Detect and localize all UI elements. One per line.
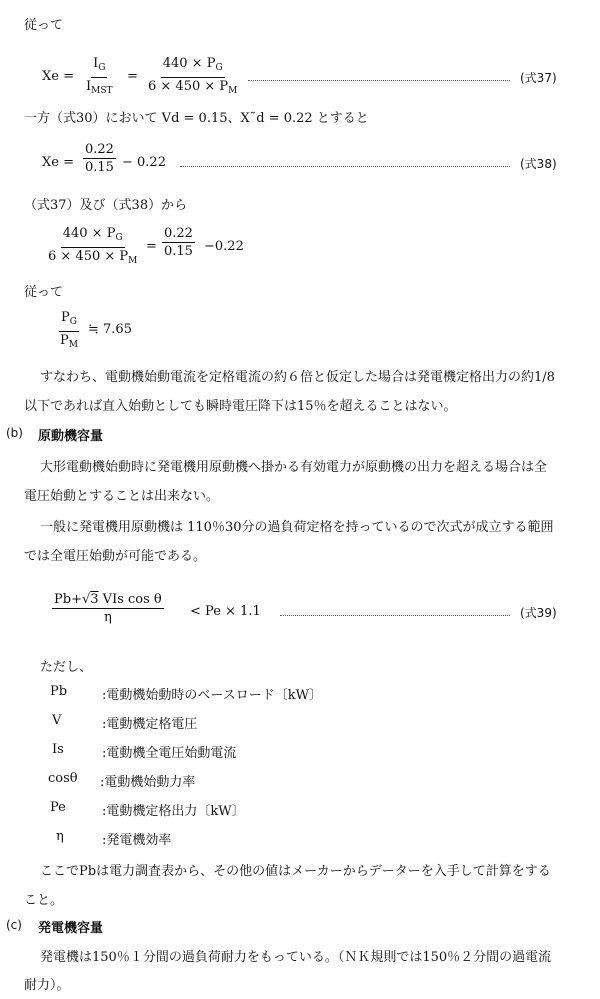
eq39-leader-dots — [280, 615, 510, 616]
def-symbol-cos: cosθ — [48, 771, 78, 786]
section-b-title: 原動機容量 — [38, 429, 104, 444]
ratio-fraction: $\frac{P_G}{P_M}$ — [60, 310, 78, 350]
combined-fraction-2: $\frac{0.22}{0.15}$ — [164, 226, 193, 259]
eq37-equals: = — [127, 69, 138, 84]
def-symbol-pb: Pb — [50, 684, 68, 699]
therefore-text: 従って — [24, 285, 64, 300]
line-eq37-38: （式37）及び（式38）から — [24, 198, 188, 213]
eq37-leader-dots — [248, 80, 510, 81]
line-eq30: 一方（式30）において Vd = 0.15、X˜d = 0.22 とすると — [24, 111, 369, 126]
eq39-fraction: Pb+√3 VIs cos θ η — [54, 592, 162, 625]
para5-line1: 発電機は150％１分間の過負荷耐力をもっている。（ＮＫ規則では150％２分間の過電流 — [40, 950, 552, 965]
tadashi-text: ただし、 — [40, 660, 93, 675]
def-symbol-eta: η — [56, 829, 64, 844]
section-b-marker: (b) — [6, 426, 23, 440]
para5-line2: 耐力）。 — [24, 978, 70, 993]
para3-line2: では全電圧始動が可能である。 — [24, 549, 207, 564]
def-symbol-pe: Pe — [50, 800, 66, 815]
eq37-fraction-1: $I_G$ $I_{MST}$ — [86, 56, 113, 96]
combined-fraction-1: $\frac{440 \times P_G}{6 \times 450 \times P_M}$ — [48, 226, 138, 266]
eq39-label: (式39) — [520, 606, 557, 620]
ratio-value: ≒ 7.65 — [88, 322, 132, 337]
combined-equals: = — [146, 239, 157, 254]
para1-line2: 以下であれば直入始動としても瞬時電圧降下は15％を超えることはない。 — [24, 399, 457, 414]
eq38-leader-dots — [180, 166, 510, 167]
para4-line1: ここでPbは電力調査表から、その他の値はメーカーからデーターを入手して計算をする — [40, 864, 551, 879]
def-symbol-is: Is — [52, 742, 64, 757]
para2-line2: 電圧始動とすることは出来ない。 — [24, 489, 220, 504]
eq39-rhs: < Pe × 1.1 — [190, 604, 261, 619]
def-symbol-v: V — [52, 713, 62, 728]
eq38-lhs: Xe = — [42, 155, 74, 170]
para4-line2: こと。 — [24, 893, 64, 908]
def-desc-v: :電動機定格電圧 — [102, 717, 198, 732]
eq37-lhs: Xe = — [42, 69, 74, 84]
intro-text: 従って — [24, 18, 64, 33]
eq38-tail: − 0.22 — [122, 155, 166, 170]
def-desc-pe: :電動機定格出力〔kW〕 — [102, 804, 245, 819]
para3-line1: 一般に発電機用原動機は 110％30分の過負荷定格を持っているので次式が成立する範囲 — [40, 520, 554, 535]
para1-line1: すなわち、電動機始動電流を定格電流の約６倍と仮定した場合は発電機定格出力の約1/8 — [40, 370, 555, 385]
def-desc-cos: :電動機始動力率 — [100, 775, 196, 790]
combined-tail: −0.22 — [204, 239, 244, 254]
section-c-marker: (c) — [6, 918, 22, 932]
para2-line1: 大形電動機始動時に発電機用原動機へ掛かる有効電力が原動機の出力を超える場合は全 — [40, 460, 548, 475]
def-desc-pb: :電動機始動時のベースロード〔kW〕 — [102, 688, 322, 703]
eq38-fraction: $\frac{0.22}{0.15}$ — [85, 142, 114, 175]
def-desc-is: :電動機全電圧始動電流 — [102, 746, 237, 761]
def-desc-eta: :発電機効率 — [102, 833, 172, 848]
eq37-fraction-2: $\frac{440 \times P_G}{6 \times 450 \times P_M}$ — [148, 56, 238, 96]
eq37-label: (式37) — [520, 71, 557, 85]
section-c-title: 発電機容量 — [38, 921, 104, 936]
eq38-label: (式38) — [520, 157, 557, 171]
